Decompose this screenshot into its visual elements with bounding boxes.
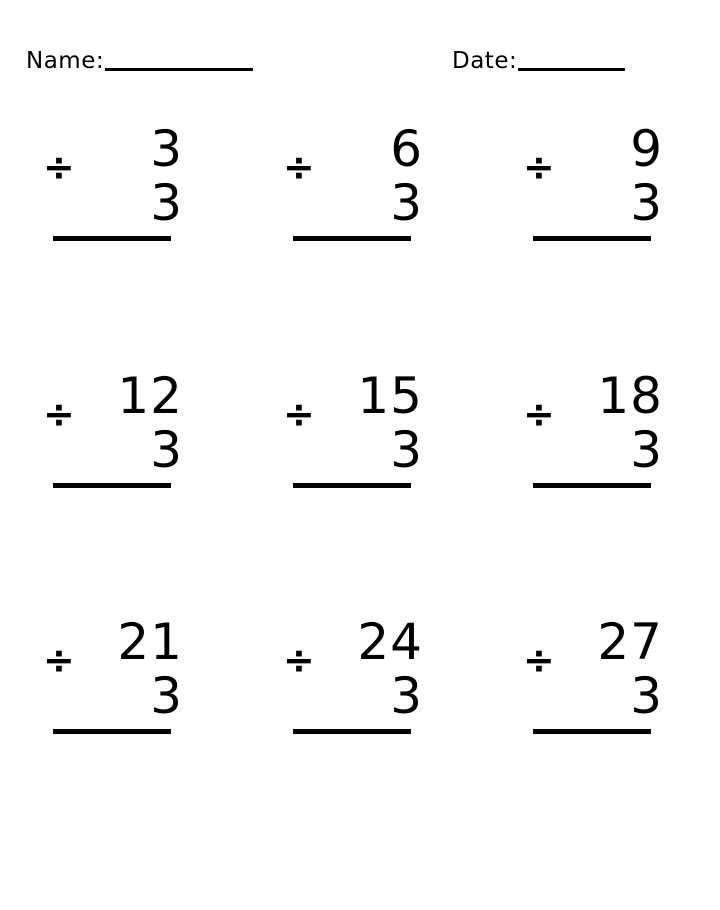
problem-item [480,110,720,357]
name-field [26,50,253,73]
answer-line[interactable] [533,483,651,488]
division-icon: ÷ [523,638,555,683]
division-icon: ÷ [43,638,75,683]
answer-line[interactable] [293,236,411,241]
problems-grid [0,110,720,850]
divisor: 3 [630,174,663,232]
divisor: 3 [390,667,423,726]
dividend: 3 [150,120,183,178]
division-icon: ÷ [283,145,315,189]
dividend: 24 [357,613,423,672]
name-label: Name: [26,48,105,74]
problem-item [0,603,240,850]
date-field [452,50,625,73]
division-icon: ÷ [283,391,315,436]
date-label: Date: [452,48,518,74]
worksheet-header [0,50,720,96]
answer-line[interactable] [53,729,171,734]
dividend: 6 [390,120,423,178]
answer-line[interactable] [53,483,171,488]
divisor: 3 [150,420,183,479]
divisor: 3 [390,420,423,479]
division-icon: ÷ [43,145,75,189]
answer-line[interactable] [533,236,651,241]
problem-item [240,603,480,850]
problem-item [480,357,720,604]
problem-item [0,357,240,604]
divisor: 3 [390,174,423,232]
divisor: 3 [150,667,183,726]
dividend: 9 [630,120,663,178]
problem-item [0,110,240,357]
problem-item [480,603,720,850]
division-icon: ÷ [523,391,555,436]
division-icon: ÷ [43,391,75,436]
divisor: 3 [150,174,183,232]
division-icon: ÷ [523,145,555,189]
divisor: 3 [630,420,663,479]
answer-line[interactable] [293,483,411,488]
answer-line[interactable] [53,236,171,241]
division-icon: ÷ [283,638,315,683]
name-input-line[interactable] [105,68,253,71]
answer-line[interactable] [533,729,651,734]
dividend: 21 [117,613,183,672]
dividend: 15 [357,366,423,425]
problem-item [240,357,480,604]
problem-item [240,110,480,357]
divisor: 3 [630,667,663,726]
dividend: 27 [597,613,663,672]
answer-line[interactable] [293,729,411,734]
dividend: 18 [597,366,663,425]
date-input-line[interactable] [518,68,625,71]
dividend: 12 [117,366,183,425]
